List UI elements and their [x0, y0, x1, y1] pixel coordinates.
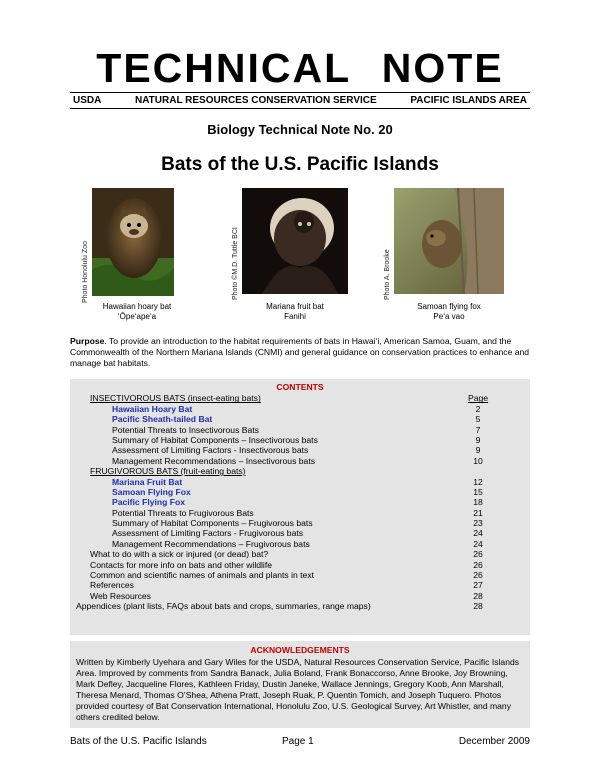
contents-entry-page: 28: [473, 590, 483, 601]
acknowledgements-text: Written by Kimberly Uyehara and Gary Wiles for the USDA, Natural Resources Conservation Service, Pacific Islands Area. Improved by comments from Sandra Banack, Julia Boland, Frank Bonaccorso, Anne Brooke, Joy Browning, Mark Defley, Jacqueline Flores, Kathleen Friday, Dustin Janeke, Wallace Jennings, Gregory Koob, Ann Marshall, Theresa Menard, Thomas O’Shea, Athena Pratt, Joseph Ruak, P. Quentin Tomich, and Joseph Tuquero. Photos provided courtesy of Bat Conservation International, Honolulu Zoo, U.S. Geological Survey, Art Whistler, and many others credited below.: [76, 657, 520, 722]
contents-entry-label: Common and scientific names of animals and plants in text: [90, 570, 315, 581]
contents-entry-page: 21: [473, 507, 483, 518]
contents-entry-label: Summary of Habitat Components – Insectivorous bats: [112, 434, 318, 445]
contents-heading: CONTENTS: [276, 382, 324, 392]
agency-bar: [70, 92, 530, 109]
contents-list: [70, 393, 530, 611]
contents-entry-page: 26: [473, 559, 483, 570]
photo-caption-native: Pe‘a vao: [433, 312, 465, 321]
photo-credit: Photo A. Brooke: [384, 249, 391, 300]
agency-nrcs: NATURAL RESOURCES CONSERVATION SERVICE: [134, 95, 377, 106]
contents-entry[interactable]: [70, 508, 530, 518]
contents-entry[interactable]: [70, 456, 530, 466]
contents-entry-label: Samoan Flying Fox: [112, 486, 191, 497]
hoary-bat-photo: [92, 188, 174, 296]
contents-entry-page: 27: [473, 580, 483, 591]
footer-title: Bats of the U.S. Pacific Islands: [70, 736, 207, 747]
contents-entry[interactable]: [70, 466, 530, 476]
contents-entry[interactable]: [70, 445, 530, 455]
photo-credit: Photo Honolulu Zoo: [82, 241, 89, 303]
contents-entry[interactable]: [70, 560, 530, 570]
contents-entry-label: Hawaiian Hoary Bat: [112, 403, 193, 414]
contents-entry[interactable]: [70, 591, 530, 601]
photo-caption: Mariana fruit bat: [266, 302, 324, 311]
contents-entry-label: What to do with a sick or injured (or dead) bat?: [90, 549, 269, 560]
contents-entry-page: 9: [475, 445, 481, 456]
contents-entry[interactable]: [70, 487, 530, 497]
contents-entry-label: FRUGIVOROUS BATS (fruit-eating bats): [90, 466, 246, 477]
contents-entry[interactable]: [70, 518, 530, 528]
contents-entry-page: 23: [473, 518, 483, 529]
purpose-label: Purpose: [70, 336, 105, 346]
contents-entry-label: Potential Threats to Frugivorous Bats: [112, 507, 254, 518]
contents-entry-label: Management Recommendations – Frugivorous bats: [112, 538, 310, 549]
contents-entry-page: 2: [475, 403, 481, 414]
acknowledgements-box: [70, 641, 530, 728]
contents-entry[interactable]: [70, 549, 530, 559]
photo-caption: Samoan flying fox: [417, 302, 481, 311]
photo-caption: Hawaiian hoary bat: [102, 302, 172, 311]
contents-entry-label: Web Resources: [90, 590, 151, 601]
contents-entry[interactable]: [70, 425, 530, 435]
acknowledgements-heading: ACKNOWLEDGEMENTS: [250, 645, 350, 655]
contents-entry[interactable]: [70, 414, 530, 424]
contents-entry[interactable]: [70, 580, 530, 590]
contents-entry[interactable]: [70, 528, 530, 538]
contents-entry-page: 15: [473, 486, 483, 497]
photo-credit: Photo ©M.D. Tuttle BCI: [232, 227, 239, 300]
contents-entry[interactable]: [70, 393, 530, 403]
agency-area: PACIFIC ISLANDS AREA: [410, 95, 527, 106]
contents-entry[interactable]: [70, 477, 530, 487]
contents-entry[interactable]: [70, 539, 530, 549]
contents-entry-page: 28: [473, 601, 483, 612]
contents-entry-page: 18: [473, 497, 483, 508]
contents-entry[interactable]: [70, 601, 530, 611]
fruit-bat-photo: [242, 188, 348, 294]
contents-entry-label: Assessment of Limiting Factors - Frugivorous bats: [112, 528, 304, 539]
purpose-text: . To provide an introduction to the habitat requirements of bats in Hawai‘i, American Samoa, Guam, and the Commonwealth of the Northern Mariana Islands (CNMI) and general guidance on conservation practices to enhance and manage bat habitats.: [70, 336, 530, 368]
photo-caption-native: Fanihi: [284, 312, 306, 321]
contents-entry-page: 24: [473, 538, 483, 549]
purpose-paragraph: [70, 336, 532, 369]
contents-entry-label: Pacific Flying Fox: [112, 497, 186, 508]
agency-usda: USDA: [73, 95, 102, 106]
contents-entry-label: Contacts for more info on bats and other wildlife: [90, 559, 272, 570]
contents-entry-label: INSECTIVOROUS BATS (insect-eating bats): [90, 393, 261, 404]
contents-entry-page: 9: [475, 434, 481, 445]
contents-entry-label: Pacific Sheath-tailed Bat: [112, 414, 213, 425]
contents-entry-page: 12: [473, 476, 483, 487]
masthead-title: TECHNICAL NOTE: [96, 45, 504, 91]
contents-entry-label: Management Recommendations – Insectivorous bats: [112, 455, 316, 466]
contents-entry[interactable]: [70, 435, 530, 445]
contents-box: [70, 379, 530, 635]
contents-entry-label: References: [90, 580, 134, 591]
flying-fox-photo: [394, 188, 504, 294]
contents-entry-label: Potential Threats to Insectivorous Bats: [112, 424, 259, 435]
contents-entry[interactable]: [70, 570, 530, 580]
contents-entry-page: 10: [473, 455, 483, 466]
footer-date: December 2009: [458, 736, 530, 747]
contents-entry-page: 24: [473, 528, 483, 539]
contents-entry-label: Assessment of Limiting Factors - Insectivorous bats: [112, 445, 309, 456]
contents-entry-page: 7: [475, 424, 481, 435]
series-label: Biology Technical Note No. 20: [207, 122, 393, 137]
photo-caption-native: ‘Ōpe‘ape‘a: [117, 312, 157, 321]
contents-entry-page: 26: [473, 549, 483, 560]
footer-page-number: Page 1: [282, 736, 314, 747]
contents-entry-page: 26: [473, 570, 483, 581]
contents-entry-page: 5: [475, 414, 481, 425]
contents-entry-label: Appendices (plant lists, FAQs about bats and crops, summaries, range maps): [76, 601, 371, 612]
contents-entry[interactable]: [70, 404, 530, 414]
contents-entry[interactable]: [70, 497, 530, 507]
contents-entry-label: Mariana Fruit Bat: [112, 476, 183, 487]
contents-entry-label: Summary of Habitat Components – Frugivorous bats: [112, 518, 313, 529]
contents-entry-page: Page: [468, 393, 489, 404]
document-title: Bats of the U.S. Pacific Islands: [161, 154, 439, 175]
